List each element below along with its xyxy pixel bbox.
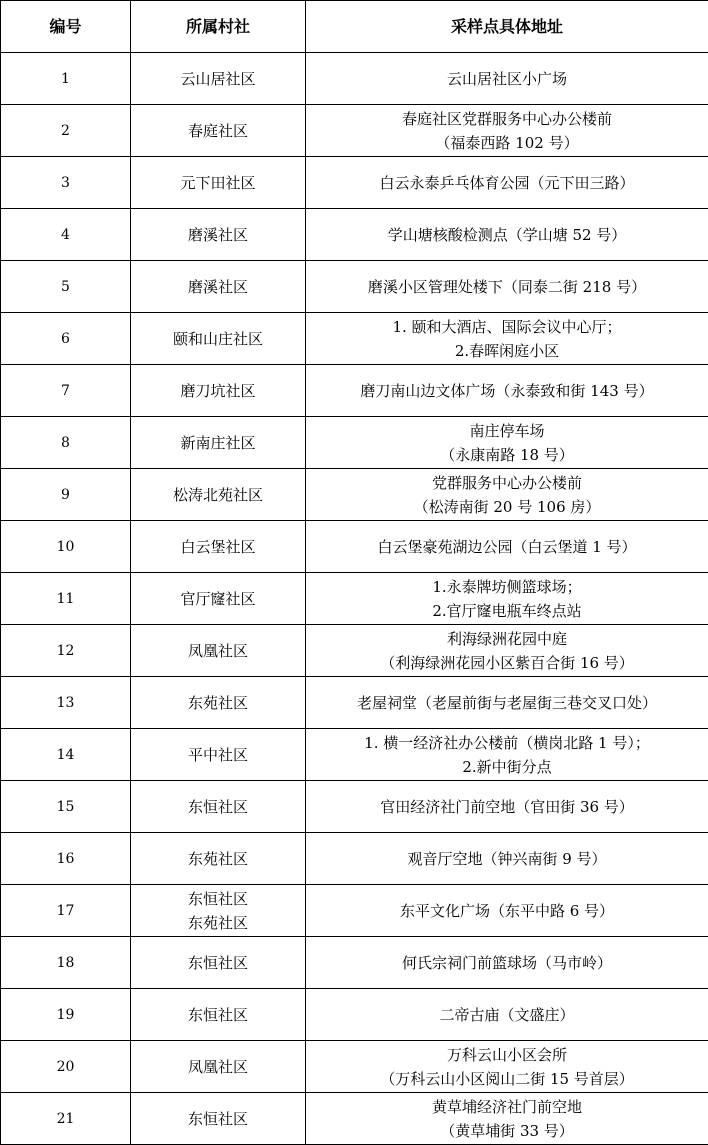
row-number: 10 (1, 521, 131, 573)
row-community (131, 417, 306, 469)
row-community (131, 573, 306, 625)
row-number: 12 (1, 625, 131, 677)
community-line: 元下田社区 (135, 171, 301, 195)
row-number: 3 (1, 157, 131, 209)
community-line: 磨溪社区 (135, 275, 301, 299)
table-row (1, 937, 708, 989)
address-line: 2.春晖闲庭小区 (310, 339, 704, 363)
community-line: 东恒社区 (135, 887, 301, 911)
row-number: 21 (1, 1093, 131, 1145)
community-line: 平中社区 (135, 743, 301, 767)
table-row (1, 989, 708, 1041)
row-address (306, 417, 708, 469)
row-address (306, 53, 708, 105)
row-community (131, 53, 306, 105)
table-row (1, 885, 708, 937)
community-line: 云山居社区 (135, 67, 301, 91)
header-address: 采样点具体地址 (306, 1, 708, 53)
community-line: 凤凰社区 (135, 1055, 301, 1079)
row-address (306, 677, 708, 729)
row-address (306, 1041, 708, 1093)
row-number: 9 (1, 469, 131, 521)
address-line: 1. 横一经济社办公楼前（横岗北路 1 号）； (310, 731, 704, 755)
community-line: 新南庄社区 (135, 431, 301, 455)
community-line: 凤凰社区 (135, 639, 301, 663)
row-community (131, 209, 306, 261)
community-line: 东恒社区 (135, 951, 301, 975)
row-number: 7 (1, 365, 131, 417)
table-row (1, 781, 708, 833)
row-number: 1 (1, 53, 131, 105)
row-address (306, 885, 708, 937)
community-line: 东苑社区 (135, 911, 301, 935)
table-row (1, 677, 708, 729)
header-no: 编号 (1, 1, 131, 53)
row-community (131, 885, 306, 937)
community-line: 松涛北苑社区 (135, 483, 301, 507)
row-address (306, 469, 708, 521)
address-line: 春庭社区党群服务中心办公楼前 (310, 107, 704, 131)
row-community (131, 105, 306, 157)
address-line: （福泰西路 102 号） (310, 131, 704, 155)
row-community (131, 729, 306, 781)
row-number: 4 (1, 209, 131, 261)
table-row (1, 365, 708, 417)
row-community (131, 625, 306, 677)
row-community (131, 521, 306, 573)
address-line: 何氏宗祠门前篮球场（马市岭） (310, 951, 704, 975)
community-line: 磨刀坑社区 (135, 379, 301, 403)
community-line: 官厅窿社区 (135, 587, 301, 611)
row-number: 13 (1, 677, 131, 729)
address-line: 磨溪小区管理处楼下（同泰二街 218 号） (310, 275, 704, 299)
address-line: 学山塘核酸检测点（学山塘 52 号） (310, 223, 704, 247)
address-line: 党群服务中心办公楼前 (310, 471, 704, 495)
address-line: 2.新中街分点 (310, 755, 704, 779)
row-community (131, 677, 306, 729)
address-line: 万科云山小区会所 (310, 1043, 704, 1067)
table-row (1, 729, 708, 781)
row-address (306, 521, 708, 573)
row-address (306, 781, 708, 833)
community-line: 东恒社区 (135, 1003, 301, 1027)
table-row (1, 209, 708, 261)
community-line: 白云堡社区 (135, 535, 301, 559)
row-number: 14 (1, 729, 131, 781)
row-address (306, 1093, 708, 1145)
table-row (1, 157, 708, 209)
address-line: （松涛南街 20 号 106 房） (310, 495, 704, 519)
row-address (306, 729, 708, 781)
row-community (131, 989, 306, 1041)
address-line: （永康南路 18 号） (310, 443, 704, 467)
row-address (306, 625, 708, 677)
address-line: 磨刀南山边文体广场（永泰致和街 143 号） (310, 379, 704, 403)
address-line: 官田经济社门前空地（官田街 36 号） (310, 795, 704, 819)
row-address (306, 573, 708, 625)
row-community (131, 1093, 306, 1145)
row-number: 18 (1, 937, 131, 989)
table-row (1, 521, 708, 573)
row-number: 17 (1, 885, 131, 937)
community-line: 东恒社区 (135, 1107, 301, 1131)
row-address (306, 365, 708, 417)
community-line: 春庭社区 (135, 119, 301, 143)
row-address (306, 261, 708, 313)
row-community (131, 365, 306, 417)
row-community (131, 469, 306, 521)
table-row (1, 417, 708, 469)
address-line: （利海绿洲花园小区紫百合街 16 号） (310, 651, 704, 675)
table-row (1, 833, 708, 885)
table-row (1, 469, 708, 521)
address-line: （黄草埔街 33 号） (310, 1119, 704, 1143)
table-row (1, 53, 708, 105)
row-community (131, 781, 306, 833)
community-line: 东恒社区 (135, 795, 301, 819)
community-line: 颐和山庄社区 (135, 327, 301, 351)
address-line: 二帝古庙（文盛庄） (310, 1003, 704, 1027)
address-line: 云山居社区小广场 (310, 67, 704, 91)
row-community (131, 313, 306, 365)
row-community (131, 261, 306, 313)
row-community (131, 937, 306, 989)
address-line: 1.永泰牌坊侧篮球场； (310, 575, 704, 599)
address-line: 2.官厅窿电瓶车终点站 (310, 599, 704, 623)
address-line: 利海绿洲花园中庭 (310, 627, 704, 651)
address-line: 黄草埔经济社门前空地 (310, 1095, 704, 1119)
row-address (306, 313, 708, 365)
address-line: 白云永泰乒乓体育公园（元下田三路） (310, 171, 704, 195)
community-line: 磨溪社区 (135, 223, 301, 247)
address-line: 老屋祠堂（老屋前街与老屋街三巷交叉口处） (310, 691, 704, 715)
table-row (1, 313, 708, 365)
header-community: 所属村社 (131, 1, 306, 53)
table-row (1, 261, 708, 313)
community-line: 东苑社区 (135, 847, 301, 871)
table-body (1, 53, 708, 1145)
address-line: 东平文化广场（东平中路 6 号） (310, 899, 704, 923)
row-community (131, 1041, 306, 1093)
row-community (131, 157, 306, 209)
table-row (1, 1041, 708, 1093)
row-number: 8 (1, 417, 131, 469)
table-header-row (1, 1, 708, 53)
row-number: 19 (1, 989, 131, 1041)
row-number: 16 (1, 833, 131, 885)
table-row (1, 625, 708, 677)
table-row (1, 1093, 708, 1145)
row-community (131, 833, 306, 885)
address-line: 南庄停车场 (310, 419, 704, 443)
row-address (306, 833, 708, 885)
row-address (306, 989, 708, 1041)
row-address (306, 105, 708, 157)
table-row (1, 573, 708, 625)
row-number: 15 (1, 781, 131, 833)
row-number: 11 (1, 573, 131, 625)
row-address (306, 937, 708, 989)
address-line: 白云堡豪苑湖边公园（白云堡道 1 号） (310, 535, 704, 559)
address-line: 观音厅空地（钟兴南街 9 号） (310, 847, 704, 871)
row-number: 5 (1, 261, 131, 313)
community-line: 东苑社区 (135, 691, 301, 715)
address-line: 1. 颐和大酒店、国际会议中心厅； (310, 315, 704, 339)
row-number: 2 (1, 105, 131, 157)
row-number: 20 (1, 1041, 131, 1093)
table-row (1, 105, 708, 157)
row-address (306, 157, 708, 209)
row-number: 6 (1, 313, 131, 365)
address-line: （万科云山小区阅山二街 15 号首层） (310, 1067, 704, 1091)
row-address (306, 209, 708, 261)
